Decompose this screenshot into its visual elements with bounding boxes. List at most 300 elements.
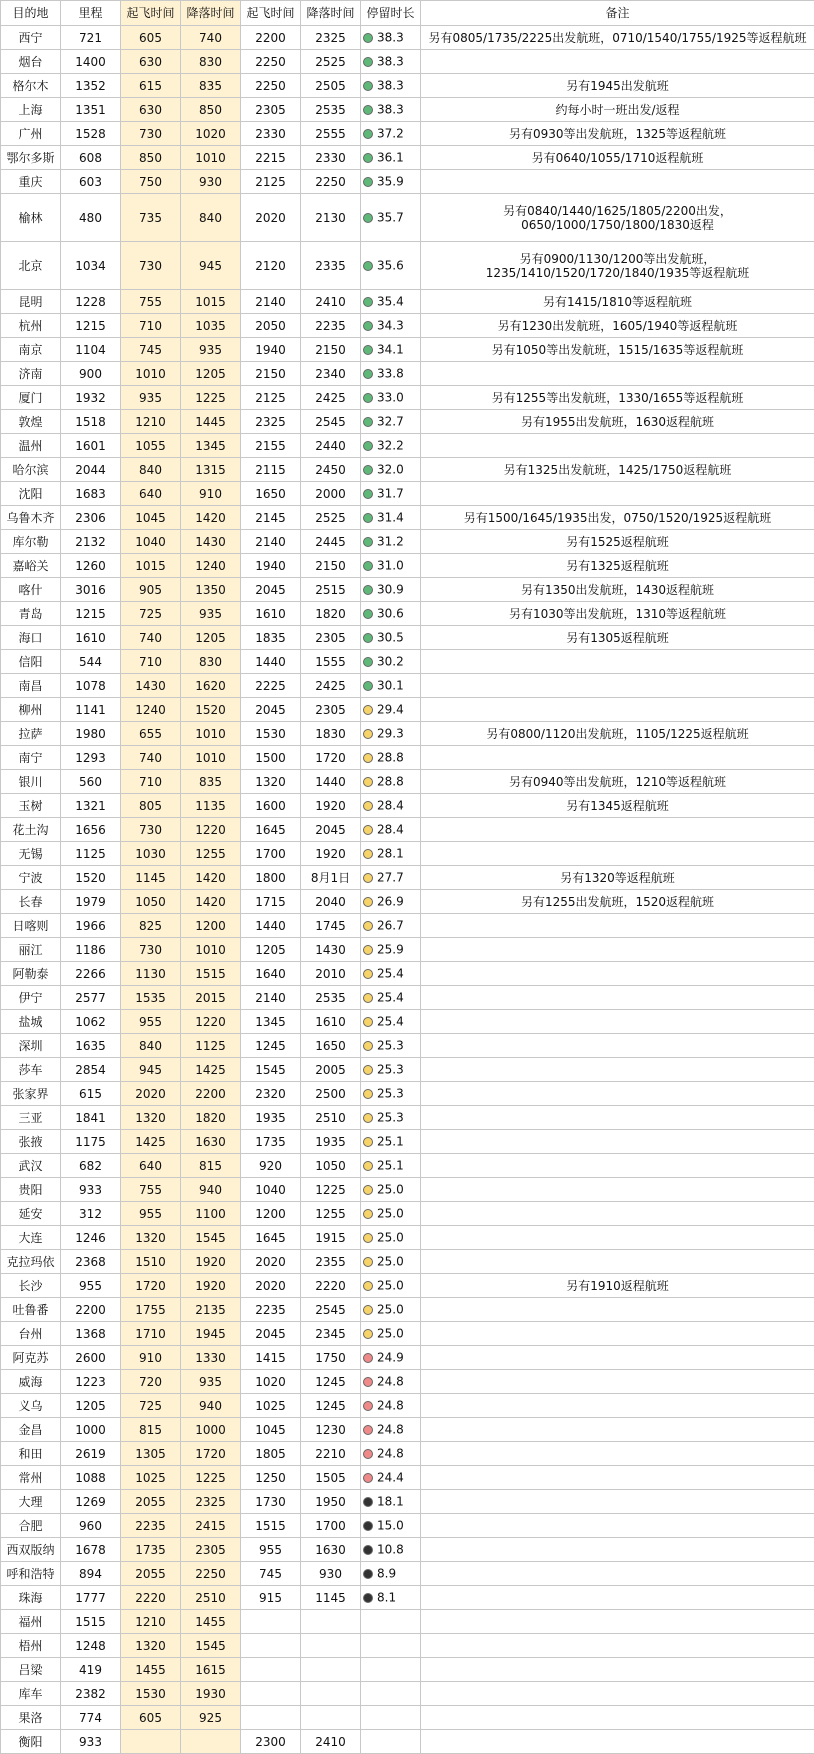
status-dot-icon bbox=[363, 33, 373, 43]
arrive-time-cell: 1225 bbox=[181, 1466, 241, 1490]
stay-value: 24.8 bbox=[377, 1375, 404, 1389]
depart-time-cell: 1015 bbox=[121, 554, 181, 578]
status-dot-icon bbox=[363, 297, 373, 307]
depart-time-cell: 2220 bbox=[121, 1586, 181, 1610]
remarks-cell: 另有1945出发航班 bbox=[421, 74, 814, 98]
stay-value: 8.1 bbox=[377, 1591, 396, 1605]
table-row bbox=[1, 1130, 814, 1154]
return-arrive-cell: 1745 bbox=[301, 914, 361, 938]
table-row bbox=[1, 194, 814, 242]
stay-duration-cell bbox=[361, 1634, 421, 1658]
arrive-time-cell: 1445 bbox=[181, 410, 241, 434]
stay-value: 25.4 bbox=[377, 991, 404, 1005]
stay-duration-cell bbox=[361, 770, 421, 794]
return-depart-cell: 2140 bbox=[241, 986, 301, 1010]
return-depart-cell: 1700 bbox=[241, 842, 301, 866]
arrive-time-cell: 1455 bbox=[181, 1610, 241, 1634]
depart-time-cell: 2055 bbox=[121, 1562, 181, 1586]
stay-duration-cell bbox=[361, 1202, 421, 1226]
destination-cell: 深圳 bbox=[1, 1034, 61, 1058]
return-depart-cell: 1200 bbox=[241, 1202, 301, 1226]
remarks-cell bbox=[421, 1514, 814, 1538]
destination-cell: 喀什 bbox=[1, 578, 61, 602]
depart-time-cell: 730 bbox=[121, 242, 181, 290]
destination-cell: 嘉峪关 bbox=[1, 554, 61, 578]
depart-time-cell: 1735 bbox=[121, 1538, 181, 1562]
status-dot-icon bbox=[363, 81, 373, 91]
header-remarks: 备注 bbox=[421, 1, 814, 26]
distance-cell: 1034 bbox=[61, 242, 121, 290]
stay-duration-cell bbox=[361, 290, 421, 314]
destination-cell: 海口 bbox=[1, 626, 61, 650]
status-dot-icon bbox=[363, 1377, 373, 1387]
remarks-cell bbox=[421, 1082, 814, 1106]
distance-cell: 2200 bbox=[61, 1298, 121, 1322]
destination-cell: 烟台 bbox=[1, 50, 61, 74]
distance-cell: 2577 bbox=[61, 986, 121, 1010]
table-row bbox=[1, 146, 814, 170]
status-dot-icon bbox=[363, 57, 373, 67]
destination-cell: 西双版纳 bbox=[1, 1538, 61, 1562]
table-row bbox=[1, 1082, 814, 1106]
destination-cell: 青岛 bbox=[1, 602, 61, 626]
distance-cell: 774 bbox=[61, 1706, 121, 1730]
status-dot-icon bbox=[363, 1449, 373, 1459]
stay-duration-cell bbox=[361, 1682, 421, 1706]
remarks-cell: 另有1910返程航班 bbox=[421, 1274, 814, 1298]
destination-cell: 库尔勒 bbox=[1, 530, 61, 554]
stay-value: 24.8 bbox=[377, 1399, 404, 1413]
remarks-cell bbox=[421, 650, 814, 674]
remarks-cell: 另有1255出发航班，1520返程航班 bbox=[421, 890, 814, 914]
remarks-cell: 另有0640/1055/1710返程航班 bbox=[421, 146, 814, 170]
status-dot-icon bbox=[363, 1281, 373, 1291]
stay-duration-cell bbox=[361, 1538, 421, 1562]
remarks-cell bbox=[421, 1226, 814, 1250]
table-row bbox=[1, 554, 814, 578]
distance-cell: 1610 bbox=[61, 626, 121, 650]
distance-cell: 933 bbox=[61, 1730, 121, 1754]
arrive-time-cell: 1930 bbox=[181, 1682, 241, 1706]
stay-value: 30.5 bbox=[377, 631, 404, 645]
return-depart-cell: 1500 bbox=[241, 746, 301, 770]
table-row bbox=[1, 1586, 814, 1610]
status-dot-icon bbox=[363, 585, 373, 595]
status-dot-icon bbox=[363, 753, 373, 763]
distance-cell: 1368 bbox=[61, 1322, 121, 1346]
return-arrive-cell: 1950 bbox=[301, 1490, 361, 1514]
destination-cell: 长沙 bbox=[1, 1274, 61, 1298]
distance-cell: 544 bbox=[61, 650, 121, 674]
status-dot-icon bbox=[363, 537, 373, 547]
remarks-cell bbox=[421, 1202, 814, 1226]
stay-value: 31.4 bbox=[377, 511, 404, 525]
depart-time-cell: 755 bbox=[121, 1178, 181, 1202]
arrive-time-cell: 1920 bbox=[181, 1250, 241, 1274]
depart-time-cell: 1755 bbox=[121, 1298, 181, 1322]
table-row bbox=[1, 434, 814, 458]
depart-time-cell: 655 bbox=[121, 722, 181, 746]
table-row bbox=[1, 1370, 814, 1394]
depart-time-cell: 750 bbox=[121, 170, 181, 194]
distance-cell: 1932 bbox=[61, 386, 121, 410]
stay-duration-cell bbox=[361, 890, 421, 914]
arrive-time-cell: 1545 bbox=[181, 1226, 241, 1250]
distance-cell: 1205 bbox=[61, 1394, 121, 1418]
header-row bbox=[1, 1, 814, 26]
stay-value: 8.9 bbox=[377, 1567, 396, 1581]
destination-cell: 库车 bbox=[1, 1682, 61, 1706]
arrive-time-cell: 1720 bbox=[181, 1442, 241, 1466]
distance-cell: 2306 bbox=[61, 506, 121, 530]
stay-duration-cell bbox=[361, 722, 421, 746]
table-row bbox=[1, 578, 814, 602]
remarks-cell: 另有0840/1440/1625/1805/2200出发，0650/1000/1750/1800/1830返程 bbox=[421, 194, 814, 242]
stay-duration-cell bbox=[361, 434, 421, 458]
return-arrive-cell bbox=[301, 1610, 361, 1634]
return-depart-cell: 1640 bbox=[241, 962, 301, 986]
distance-cell: 1215 bbox=[61, 314, 121, 338]
return-arrive-cell: 1245 bbox=[301, 1394, 361, 1418]
distance-cell: 721 bbox=[61, 26, 121, 50]
distance-cell: 1528 bbox=[61, 122, 121, 146]
distance-cell: 1601 bbox=[61, 434, 121, 458]
arrive-time-cell: 1100 bbox=[181, 1202, 241, 1226]
distance-cell: 1223 bbox=[61, 1370, 121, 1394]
stay-value: 34.1 bbox=[377, 343, 404, 357]
distance-cell: 608 bbox=[61, 146, 121, 170]
depart-time-cell: 725 bbox=[121, 602, 181, 626]
stay-value: 35.9 bbox=[377, 175, 404, 189]
table-row bbox=[1, 650, 814, 674]
arrive-time-cell: 1420 bbox=[181, 890, 241, 914]
return-arrive-cell: 1440 bbox=[301, 770, 361, 794]
return-arrive-cell: 2045 bbox=[301, 818, 361, 842]
table-row bbox=[1, 626, 814, 650]
table-row bbox=[1, 530, 814, 554]
status-dot-icon bbox=[363, 393, 373, 403]
remarks-cell bbox=[421, 1730, 814, 1754]
table-row bbox=[1, 98, 814, 122]
arrive-time-cell: 1010 bbox=[181, 722, 241, 746]
status-dot-icon bbox=[363, 1017, 373, 1027]
stay-duration-cell bbox=[361, 506, 421, 530]
remarks-cell: 另有1415/1810等返程航班 bbox=[421, 290, 814, 314]
destination-cell: 延安 bbox=[1, 1202, 61, 1226]
remarks-cell bbox=[421, 914, 814, 938]
return-depart-cell: 1805 bbox=[241, 1442, 301, 1466]
table-row bbox=[1, 458, 814, 482]
stay-value: 25.0 bbox=[377, 1279, 404, 1293]
stay-value: 33.8 bbox=[377, 367, 404, 381]
destination-cell: 梧州 bbox=[1, 1634, 61, 1658]
destination-cell: 威海 bbox=[1, 1370, 61, 1394]
distance-cell: 1777 bbox=[61, 1586, 121, 1610]
arrive-time-cell: 1220 bbox=[181, 1010, 241, 1034]
destination-cell: 阿勒泰 bbox=[1, 962, 61, 986]
stay-duration-cell bbox=[361, 458, 421, 482]
status-dot-icon bbox=[363, 1185, 373, 1195]
destination-cell: 广州 bbox=[1, 122, 61, 146]
stay-value: 25.0 bbox=[377, 1207, 404, 1221]
status-dot-icon bbox=[363, 873, 373, 883]
stay-duration-cell bbox=[361, 1346, 421, 1370]
distance-cell: 1248 bbox=[61, 1634, 121, 1658]
return-depart-cell: 1045 bbox=[241, 1418, 301, 1442]
stay-value: 34.3 bbox=[377, 319, 404, 333]
return-depart-cell: 1600 bbox=[241, 794, 301, 818]
arrive-time-cell: 840 bbox=[181, 194, 241, 242]
destination-cell: 张掖 bbox=[1, 1130, 61, 1154]
remarks-cell bbox=[421, 1658, 814, 1682]
status-dot-icon bbox=[363, 153, 373, 163]
destination-cell: 克拉玛依 bbox=[1, 1250, 61, 1274]
stay-value: 25.4 bbox=[377, 967, 404, 981]
stay-value: 24.9 bbox=[377, 1351, 404, 1365]
stay-value: 38.3 bbox=[377, 55, 404, 69]
remarks-cell bbox=[421, 1466, 814, 1490]
stay-value: 26.9 bbox=[377, 895, 404, 909]
status-dot-icon bbox=[363, 969, 373, 979]
arrive-time-cell: 1920 bbox=[181, 1274, 241, 1298]
stay-value: 38.3 bbox=[377, 79, 404, 93]
stay-value: 18.1 bbox=[377, 1495, 404, 1509]
return-arrive-cell: 1630 bbox=[301, 1538, 361, 1562]
header-arrive-time: 降落时间 bbox=[181, 1, 241, 26]
depart-time-cell: 725 bbox=[121, 1394, 181, 1418]
status-dot-icon bbox=[363, 1113, 373, 1123]
distance-cell: 1078 bbox=[61, 674, 121, 698]
remarks-cell: 约每小时一班出发/返程 bbox=[421, 98, 814, 122]
status-dot-icon bbox=[363, 1593, 373, 1603]
depart-time-cell: 1210 bbox=[121, 1610, 181, 1634]
return-arrive-cell: 1145 bbox=[301, 1586, 361, 1610]
depart-time-cell: 910 bbox=[121, 1346, 181, 1370]
return-depart-cell: 1440 bbox=[241, 914, 301, 938]
depart-time-cell: 1145 bbox=[121, 866, 181, 890]
return-arrive-cell: 2250 bbox=[301, 170, 361, 194]
depart-time-cell: 1055 bbox=[121, 434, 181, 458]
table-row bbox=[1, 1034, 814, 1058]
return-arrive-cell: 1225 bbox=[301, 1178, 361, 1202]
depart-time-cell: 945 bbox=[121, 1058, 181, 1082]
depart-time-cell: 825 bbox=[121, 914, 181, 938]
return-arrive-cell: 2515 bbox=[301, 578, 361, 602]
status-dot-icon bbox=[363, 1545, 373, 1555]
depart-time-cell: 1320 bbox=[121, 1106, 181, 1130]
return-arrive-cell: 2305 bbox=[301, 698, 361, 722]
remarks-cell bbox=[421, 482, 814, 506]
destination-cell: 鄂尔多斯 bbox=[1, 146, 61, 170]
remarks-cell bbox=[421, 1538, 814, 1562]
arrive-time-cell: 830 bbox=[181, 50, 241, 74]
remarks-cell bbox=[421, 1130, 814, 1154]
depart-time-cell: 640 bbox=[121, 1154, 181, 1178]
status-dot-icon bbox=[363, 1569, 373, 1579]
table-row bbox=[1, 1466, 814, 1490]
depart-time-cell: 630 bbox=[121, 50, 181, 74]
return-depart-cell: 1530 bbox=[241, 722, 301, 746]
return-arrive-cell: 1050 bbox=[301, 1154, 361, 1178]
return-arrive-cell: 2535 bbox=[301, 98, 361, 122]
distance-cell: 1351 bbox=[61, 98, 121, 122]
destination-cell: 武汉 bbox=[1, 1154, 61, 1178]
return-arrive-cell: 1935 bbox=[301, 1130, 361, 1154]
stay-duration-cell bbox=[361, 1178, 421, 1202]
status-dot-icon bbox=[363, 849, 373, 859]
return-depart-cell: 2050 bbox=[241, 314, 301, 338]
destination-cell: 北京 bbox=[1, 242, 61, 290]
destination-cell: 呼和浩特 bbox=[1, 1562, 61, 1586]
destination-cell: 敦煌 bbox=[1, 410, 61, 434]
table-row bbox=[1, 698, 814, 722]
stay-duration-cell bbox=[361, 1058, 421, 1082]
return-depart-cell: 2020 bbox=[241, 194, 301, 242]
status-dot-icon bbox=[363, 369, 373, 379]
depart-time-cell: 740 bbox=[121, 626, 181, 650]
table-row bbox=[1, 1658, 814, 1682]
depart-time-cell: 1025 bbox=[121, 1466, 181, 1490]
distance-cell: 1246 bbox=[61, 1226, 121, 1250]
status-dot-icon bbox=[363, 1257, 373, 1267]
destination-cell: 宁波 bbox=[1, 866, 61, 890]
arrive-time-cell: 1350 bbox=[181, 578, 241, 602]
remarks-cell: 另有1345返程航班 bbox=[421, 794, 814, 818]
table-row bbox=[1, 1394, 814, 1418]
return-depart-cell: 2155 bbox=[241, 434, 301, 458]
table-row bbox=[1, 1514, 814, 1538]
return-depart-cell bbox=[241, 1634, 301, 1658]
distance-cell: 1088 bbox=[61, 1466, 121, 1490]
stay-duration-cell bbox=[361, 386, 421, 410]
remarks-cell bbox=[421, 986, 814, 1010]
destination-cell: 南京 bbox=[1, 338, 61, 362]
remarks-cell: 另有0940等出发航班，1210等返程航班 bbox=[421, 770, 814, 794]
arrive-time-cell: 2015 bbox=[181, 986, 241, 1010]
table-row bbox=[1, 122, 814, 146]
stay-duration-cell bbox=[361, 1442, 421, 1466]
return-arrive-cell: 930 bbox=[301, 1562, 361, 1586]
status-dot-icon bbox=[363, 1065, 373, 1075]
status-dot-icon bbox=[363, 1473, 373, 1483]
depart-time-cell: 935 bbox=[121, 386, 181, 410]
stay-duration-cell bbox=[361, 122, 421, 146]
table-row bbox=[1, 1346, 814, 1370]
return-arrive-cell bbox=[301, 1634, 361, 1658]
arrive-time-cell: 1015 bbox=[181, 290, 241, 314]
stay-duration-cell bbox=[361, 1706, 421, 1730]
return-arrive-cell: 2525 bbox=[301, 506, 361, 530]
stay-value: 25.9 bbox=[377, 943, 404, 957]
remarks-cell bbox=[421, 674, 814, 698]
status-dot-icon bbox=[363, 1209, 373, 1219]
table-row bbox=[1, 1226, 814, 1250]
stay-value: 28.8 bbox=[377, 775, 404, 789]
return-arrive-cell: 1915 bbox=[301, 1226, 361, 1250]
return-arrive-cell: 2535 bbox=[301, 986, 361, 1010]
arrive-time-cell: 850 bbox=[181, 98, 241, 122]
arrive-time-cell: 1420 bbox=[181, 866, 241, 890]
depart-time-cell: 1210 bbox=[121, 410, 181, 434]
return-depart-cell bbox=[241, 1706, 301, 1730]
header-depart-time: 起飞时间 bbox=[121, 1, 181, 26]
return-depart-cell: 2045 bbox=[241, 578, 301, 602]
distance-cell: 1966 bbox=[61, 914, 121, 938]
destination-cell: 大理 bbox=[1, 1490, 61, 1514]
table-row bbox=[1, 410, 814, 434]
depart-time-cell: 1320 bbox=[121, 1634, 181, 1658]
table-row bbox=[1, 26, 814, 50]
arrive-time-cell: 1515 bbox=[181, 962, 241, 986]
stay-duration-cell bbox=[361, 1394, 421, 1418]
remarks-cell bbox=[421, 1682, 814, 1706]
return-depart-cell: 1245 bbox=[241, 1034, 301, 1058]
return-depart-cell: 1415 bbox=[241, 1346, 301, 1370]
stay-value: 28.8 bbox=[377, 751, 404, 765]
stay-value: 30.6 bbox=[377, 607, 404, 621]
return-depart-cell: 2020 bbox=[241, 1274, 301, 1298]
depart-time-cell: 720 bbox=[121, 1370, 181, 1394]
table-row bbox=[1, 866, 814, 890]
table-row bbox=[1, 1418, 814, 1442]
table-row bbox=[1, 770, 814, 794]
return-depart-cell: 2225 bbox=[241, 674, 301, 698]
distance-cell: 682 bbox=[61, 1154, 121, 1178]
remarks-cell bbox=[421, 1610, 814, 1634]
return-arrive-cell: 2305 bbox=[301, 626, 361, 650]
table-row bbox=[1, 1442, 814, 1466]
table-row bbox=[1, 1322, 814, 1346]
status-dot-icon bbox=[363, 465, 373, 475]
destination-cell: 温州 bbox=[1, 434, 61, 458]
arrive-time-cell: 1315 bbox=[181, 458, 241, 482]
remarks-cell bbox=[421, 1634, 814, 1658]
depart-time-cell: 955 bbox=[121, 1202, 181, 1226]
distance-cell: 1656 bbox=[61, 818, 121, 842]
stay-duration-cell bbox=[361, 98, 421, 122]
depart-time-cell: 1455 bbox=[121, 1658, 181, 1682]
stay-duration-cell bbox=[361, 938, 421, 962]
distance-cell: 1400 bbox=[61, 50, 121, 74]
remarks-cell: 另有1030等出发航班，1310等返程航班 bbox=[421, 602, 814, 626]
stay-duration-cell bbox=[361, 1322, 421, 1346]
remarks-cell bbox=[421, 746, 814, 770]
return-depart-cell: 2045 bbox=[241, 698, 301, 722]
destination-cell: 无锡 bbox=[1, 842, 61, 866]
arrive-time-cell: 1420 bbox=[181, 506, 241, 530]
table-row bbox=[1, 1178, 814, 1202]
stay-value: 25.0 bbox=[377, 1327, 404, 1341]
stay-duration-cell bbox=[361, 194, 421, 242]
return-arrive-cell: 2150 bbox=[301, 338, 361, 362]
return-arrive-cell: 2040 bbox=[301, 890, 361, 914]
distance-cell: 1125 bbox=[61, 842, 121, 866]
distance-cell: 603 bbox=[61, 170, 121, 194]
destination-cell: 南宁 bbox=[1, 746, 61, 770]
return-arrive-cell: 1650 bbox=[301, 1034, 361, 1058]
destination-cell: 日喀则 bbox=[1, 914, 61, 938]
return-arrive-cell bbox=[301, 1706, 361, 1730]
stay-duration-cell bbox=[361, 1730, 421, 1754]
return-arrive-cell: 2220 bbox=[301, 1274, 361, 1298]
return-arrive-cell: 2010 bbox=[301, 962, 361, 986]
stay-duration-cell bbox=[361, 578, 421, 602]
distance-cell: 894 bbox=[61, 1562, 121, 1586]
return-depart-cell: 1345 bbox=[241, 1010, 301, 1034]
return-depart-cell: 2020 bbox=[241, 1250, 301, 1274]
stay-duration-cell bbox=[361, 50, 421, 74]
return-depart-cell: 1610 bbox=[241, 602, 301, 626]
